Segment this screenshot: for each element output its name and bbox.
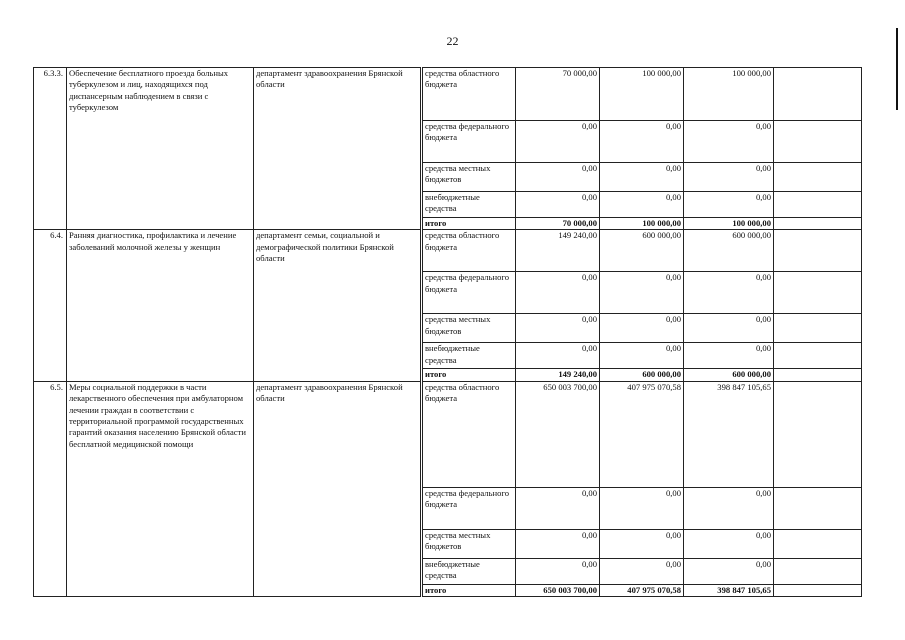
funding-source: внебюджетные средства [422, 558, 516, 584]
amount-v1: 0,00 [516, 487, 600, 529]
amount-v2: 0,00 [600, 487, 684, 529]
amount-v3: 0,00 [684, 163, 774, 192]
amount-v3: 398 847 105,65 [684, 584, 774, 596]
executor-name: департамент здравоохранения Брянской области [254, 68, 422, 230]
amount-v3: 0,00 [684, 487, 774, 529]
amount-v1: 0,00 [516, 121, 600, 163]
empty-cell [774, 487, 862, 529]
funding-source: средства областного бюджета [422, 381, 516, 487]
table-row [34, 230, 862, 272]
amount-v2: 407 975 070,58 [600, 381, 684, 487]
amount-v2: 0,00 [600, 272, 684, 314]
funding-source: итого [422, 218, 516, 230]
funding-source: средства областного бюджета [422, 68, 516, 121]
empty-cell [774, 68, 862, 121]
empty-cell [774, 230, 862, 272]
amount-v2: 407 975 070,58 [600, 584, 684, 596]
amount-v1: 650 003 700,00 [516, 584, 600, 596]
amount-v1: 0,00 [516, 343, 600, 369]
amount-v2: 600 000,00 [600, 369, 684, 381]
amount-v3: 100 000,00 [684, 68, 774, 121]
amount-v2: 0,00 [600, 192, 684, 218]
empty-cell [774, 381, 862, 487]
amount-v3: 100 000,00 [684, 218, 774, 230]
amount-v3: 0,00 [684, 343, 774, 369]
funding-source: средства местных бюджетов [422, 314, 516, 343]
table-body [34, 68, 862, 597]
item-number: 6.3.3. [34, 68, 67, 230]
amount-v2: 0,00 [600, 343, 684, 369]
amount-v1: 149 240,00 [516, 230, 600, 272]
table-row [34, 381, 862, 487]
amount-v2: 0,00 [600, 529, 684, 558]
empty-cell [774, 558, 862, 584]
amount-v3: 398 847 105,65 [684, 381, 774, 487]
amount-v3: 600 000,00 [684, 230, 774, 272]
funding-source: средства федерального бюджета [422, 121, 516, 163]
executor-name: департамент здравоохранения Брянской области [254, 381, 422, 596]
page-number: 22 [446, 34, 459, 48]
measure-name: Обеспечение бесплатного проезда больных туберкулезом и лиц, находящихся под диспансерным наблюдением в связи с туберкулезом [67, 68, 254, 230]
empty-cell [774, 314, 862, 343]
scan-edge-mark [896, 28, 898, 110]
amount-v2: 0,00 [600, 163, 684, 192]
funding-source: средства федерального бюджета [422, 272, 516, 314]
amount-v1: 0,00 [516, 529, 600, 558]
funding-source: средства местных бюджетов [422, 529, 516, 558]
empty-cell [774, 192, 862, 218]
amount-v2: 100 000,00 [600, 218, 684, 230]
amount-v1: 650 003 700,00 [516, 381, 600, 487]
amount-v1: 0,00 [516, 272, 600, 314]
empty-cell [774, 121, 862, 163]
amount-v3: 0,00 [684, 121, 774, 163]
empty-cell [774, 529, 862, 558]
item-number: 6.5. [34, 381, 67, 596]
funding-source: итого [422, 584, 516, 596]
empty-cell [774, 218, 862, 230]
amount-v2: 600 000,00 [600, 230, 684, 272]
empty-cell [774, 584, 862, 596]
measure-name: Меры социальной поддержки в части лекарственного обеспечения при амбулаторном лечении граждан в соответствии с территориальной программой государственных гарантий оказания населению Брянской области бесплатной медицинской помощи [67, 381, 254, 596]
empty-cell [774, 369, 862, 381]
amount-v1: 70 000,00 [516, 218, 600, 230]
amount-v3: 0,00 [684, 558, 774, 584]
amount-v2: 0,00 [600, 558, 684, 584]
item-number: 6.4. [34, 230, 67, 381]
amount-v3: 0,00 [684, 314, 774, 343]
budget-table [33, 67, 862, 597]
amount-v3: 0,00 [684, 529, 774, 558]
executor-name: департамент семьи, социальной и демографической политики Брянской области [254, 230, 422, 381]
amount-v3: 600 000,00 [684, 369, 774, 381]
empty-cell [774, 272, 862, 314]
funding-source: средства федерального бюджета [422, 487, 516, 529]
amount-v2: 100 000,00 [600, 68, 684, 121]
amount-v3: 0,00 [684, 192, 774, 218]
funding-source: средства местных бюджетов [422, 163, 516, 192]
amount-v1: 0,00 [516, 163, 600, 192]
amount-v1: 70 000,00 [516, 68, 600, 121]
table-row [34, 68, 862, 121]
amount-v1: 0,00 [516, 314, 600, 343]
amount-v3: 0,00 [684, 272, 774, 314]
measure-name: Ранняя диагностика, профилактика и лечение заболеваний молочной железы у женщин [67, 230, 254, 381]
funding-source: внебюджетные средства [422, 192, 516, 218]
funding-source: внебюджетные средства [422, 343, 516, 369]
funding-source: итого [422, 369, 516, 381]
amount-v2: 0,00 [600, 314, 684, 343]
amount-v1: 0,00 [516, 192, 600, 218]
empty-cell [774, 343, 862, 369]
empty-cell [774, 163, 862, 192]
amount-v2: 0,00 [600, 121, 684, 163]
amount-v1: 149 240,00 [516, 369, 600, 381]
amount-v1: 0,00 [516, 558, 600, 584]
funding-source: средства областного бюджета [422, 230, 516, 272]
